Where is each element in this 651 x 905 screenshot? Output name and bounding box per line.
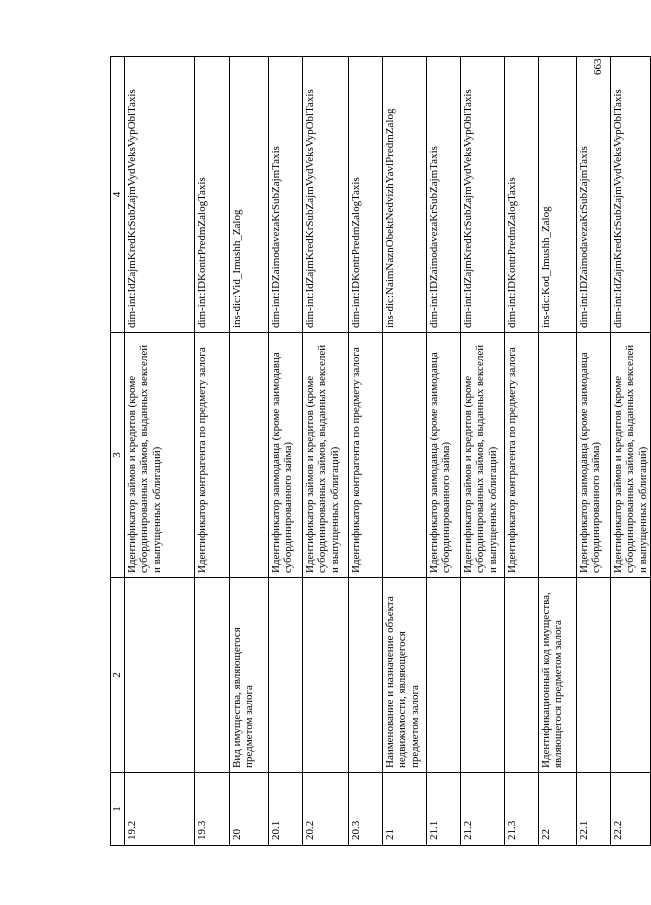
header-row (111, 57, 125, 846)
page-number: 663 (592, 58, 604, 76)
table-row (538, 57, 576, 846)
row-name (426, 578, 460, 773)
row-number: 19.3 (194, 773, 229, 846)
row-description (382, 333, 426, 578)
table-row (576, 57, 610, 846)
table-row (610, 57, 651, 846)
row-code: dim-int:IDZaimodavezaKrSubZajmTaxis (426, 57, 460, 333)
row-description (229, 333, 268, 578)
row-name (268, 578, 302, 773)
row-name (124, 578, 194, 773)
table-row (302, 57, 348, 846)
row-description: Идентификатор контрагента по предмету залога (194, 333, 229, 578)
header-col-1: 1 (111, 773, 125, 846)
row-number: 21.1 (426, 773, 460, 846)
row-description: Идентификатор заимодавца (кроме заимодавца субординированного займа) (576, 333, 610, 578)
row-name (504, 578, 538, 773)
table-row (229, 57, 268, 846)
row-code: ins-dic:Kod_Imushh_Zalog (538, 57, 576, 333)
row-description: Идентификатор контрагента по предмету залога (348, 333, 382, 578)
table-row (382, 57, 426, 846)
row-number: 21.2 (460, 773, 504, 846)
row-number: 20 (229, 773, 268, 846)
row-number: 20.1 (268, 773, 302, 846)
row-code: ins-dic:NaimNaznObektNedvizhYavlPredmZalog (382, 57, 426, 333)
header-col-2: 2 (111, 578, 125, 773)
row-number: 19.2 (124, 773, 194, 846)
row-number: 20.3 (348, 773, 382, 846)
row-name: Вид имущества, являющегося предметом залога (229, 578, 268, 773)
table-row (426, 57, 460, 846)
data-table (110, 56, 651, 846)
table-row (268, 57, 302, 846)
row-description: Идентификатор заимодавца (кроме заимодавца субординированного займа) (426, 333, 460, 578)
row-code: dim-int:IDZaimodavezaKrSubZajmTaxis (576, 57, 610, 333)
row-description: Идентификатор займов и кредитов (кроме субординированных займов, выданных векселей и выпущенных облигаций) (610, 333, 651, 578)
row-number: 22.1 (576, 773, 610, 846)
row-code: dim-int:IDKontrPredmZalogTaxis (348, 57, 382, 333)
table-row (194, 57, 229, 846)
table-row (124, 57, 194, 846)
row-name (302, 578, 348, 773)
row-code: dim-int:IDKontrPredmZalogTaxis (194, 57, 229, 333)
row-name (460, 578, 504, 773)
row-code: dim-int:IdZajmKredKrSubZajmVydVeksVypOblTaxis (302, 57, 348, 333)
row-name: Наименование и назначение объекта недвижимости, являющегося предметом залога (382, 578, 426, 773)
header-col-4: 4 (111, 57, 125, 333)
table-row (504, 57, 538, 846)
row-description: Идентификатор контрагента по предмету залога (504, 333, 538, 578)
row-number: 20.2 (302, 773, 348, 846)
row-number: 22 (538, 773, 576, 846)
row-code: dim-int:IdZajmKredKrSubZajmVydVeksVypOblTaxis (124, 57, 194, 333)
row-name (576, 578, 610, 773)
row-code: ins-dic:Vid_Imushh_Zalog (229, 57, 268, 333)
row-code: dim-int:IdZajmKredKrSubZajmVydVeksVypOblTaxis (610, 57, 651, 333)
row-code: dim-int:IDZaimodavezaKrSubZajmTaxis (268, 57, 302, 333)
header-col-3: 3 (111, 333, 125, 578)
row-description: Идентификатор займов и кредитов (кроме субординированных займов, выданных векселей и выпущенных облигаций) (460, 333, 504, 578)
row-number: 22.2 (610, 773, 651, 846)
row-description: Идентификатор займов и кредитов (кроме субординированных займов, выданных векселей и выпущенных облигаций) (124, 333, 194, 578)
row-code: dim-int:IdZajmKredKrSubZajmVydVeksVypOblTaxis (460, 57, 504, 333)
row-name (610, 578, 651, 773)
table-row (460, 57, 504, 846)
row-description (538, 333, 576, 578)
row-name: Идентификационный код имущества, являющегося предметом залога (538, 578, 576, 773)
row-description: Идентификатор займов и кредитов (кроме субординированных займов, выданных векселей и выпущенных облигаций) (302, 333, 348, 578)
row-code: dim-int:IDKontrPredmZalogTaxis (504, 57, 538, 333)
row-description: Идентификатор заимодавца (кроме заимодавца субординированного займа) (268, 333, 302, 578)
row-number: 21 (382, 773, 426, 846)
table-row (348, 57, 382, 846)
row-name (348, 578, 382, 773)
row-name (194, 578, 229, 773)
row-number: 21.3 (504, 773, 538, 846)
